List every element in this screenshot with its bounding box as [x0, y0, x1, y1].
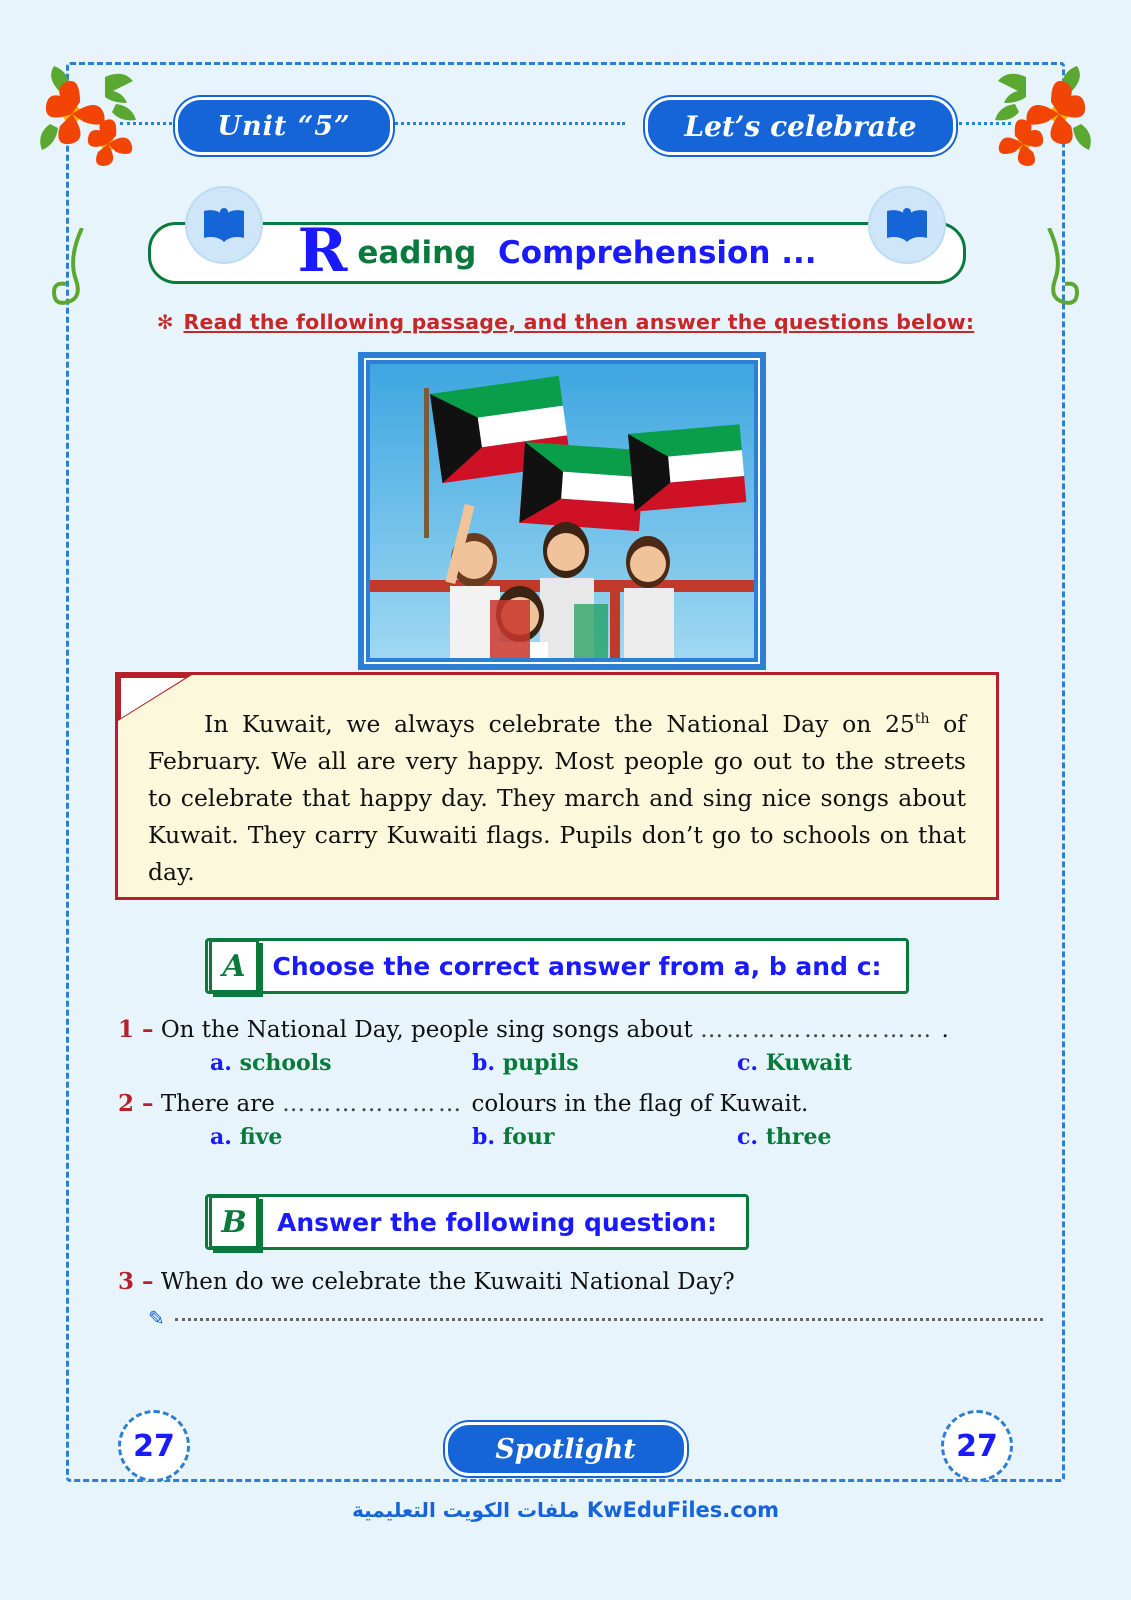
header-divider	[390, 122, 625, 127]
site-credit-name: KwEduFiles.com	[586, 1498, 780, 1522]
question-2-option-c[interactable]	[737, 1124, 831, 1150]
question-3-number: 3 –	[118, 1268, 154, 1295]
option-a-value: schools	[239, 1050, 332, 1076]
reading-book-icon	[185, 186, 263, 264]
page-number-right: 27	[941, 1410, 1013, 1482]
swirl-decoration-icon	[52, 228, 98, 318]
question-2-option-b[interactable]	[472, 1124, 737, 1150]
instruction-text: Read the following passage, and then answer the questions below:	[183, 310, 975, 334]
option-c-value: Kuwait	[765, 1050, 853, 1076]
reading-passage	[115, 672, 999, 900]
flower-decoration-icon	[30, 62, 140, 172]
exercise-a-banner	[205, 938, 909, 994]
question-2-options	[210, 1124, 1071, 1150]
option-b-label: b.	[472, 1124, 496, 1150]
reading-book-icon	[868, 186, 946, 264]
exercise-a-title: Choose the correct answer from a, b and c:	[272, 951, 882, 981]
option-a-label: a.	[210, 1050, 232, 1076]
section-word: eading	[357, 235, 477, 271]
instruction-line	[0, 310, 1131, 335]
unit-label: Unit “5”	[217, 110, 351, 142]
brand-badge	[445, 1422, 687, 1476]
site-credit	[0, 1498, 1131, 1522]
question-1-option-a[interactable]	[210, 1050, 472, 1076]
question-1-option-b[interactable]	[472, 1050, 737, 1076]
answer-blank[interactable]	[175, 1317, 1043, 1321]
option-b-value: pupils	[502, 1050, 579, 1076]
option-c-label: c.	[737, 1050, 759, 1076]
question-1-option-c[interactable]	[737, 1050, 852, 1076]
page-corner-decoration	[118, 675, 192, 721]
question-2	[118, 1090, 1071, 1117]
question-1-blank[interactable]: ………………………	[700, 1017, 935, 1043]
option-c-value: three	[765, 1124, 832, 1150]
swirl-decoration-icon	[1033, 228, 1079, 318]
header-divider	[120, 122, 172, 127]
exercise-b-letter: B	[209, 1195, 259, 1249]
question-1	[118, 1016, 1071, 1043]
section-initial-letter: R	[297, 216, 348, 286]
exercise-a-letter: A	[209, 939, 259, 993]
passage-photo	[358, 352, 766, 670]
question-3	[118, 1268, 1071, 1295]
page-number-left: 27	[118, 1410, 190, 1482]
passage-superscript: th	[914, 711, 930, 727]
option-b-value: four	[502, 1124, 555, 1150]
flower-decoration-icon	[991, 62, 1101, 172]
lesson-title-badge	[645, 97, 956, 155]
exercise-b-letter-badge	[206, 1192, 262, 1252]
passage-text-2: of February. We all are very happy. Most people go out to the streets to celebrate that happy day. They march and sing nice songs about Kuwait. They carry Kuwaiti flags. Pupils don’t go to schools on that day.	[148, 709, 966, 886]
brand-label: Spotlight	[495, 1433, 636, 1465]
question-2-blank[interactable]: …………………	[282, 1091, 465, 1117]
question-1-text: On the National Day, people sing songs about	[160, 1017, 693, 1043]
section-banner	[148, 216, 966, 286]
option-a-label: a.	[210, 1124, 232, 1150]
exercise-b-banner	[205, 1194, 749, 1250]
site-credit-arabic: ملفات الكويت التعليمية	[351, 1498, 580, 1522]
option-c-label: c.	[737, 1124, 759, 1150]
question-1-number: 1 –	[118, 1016, 154, 1043]
question-3-text: When do we celebrate the Kuwaiti National Day?	[160, 1269, 735, 1295]
pen-icon: ✎	[148, 1308, 165, 1330]
question-2-option-a[interactable]	[210, 1124, 472, 1150]
header-divider	[959, 122, 1011, 127]
exercise-b-title: Answer the following question:	[277, 1207, 717, 1237]
section-rest: Comprehension ...	[497, 235, 817, 271]
option-a-value: five	[239, 1124, 283, 1150]
lesson-title: Let’s celebrate	[684, 109, 917, 143]
question-2-tail: colours in the flag of Kuwait.	[471, 1091, 809, 1117]
passage-text-1: In Kuwait, we always celebrate the National Day on 25	[204, 709, 915, 738]
question-1-tail: .	[941, 1017, 949, 1043]
exercise-a-letter-badge	[206, 936, 262, 996]
unit-badge	[175, 97, 393, 155]
question-2-text: There are	[160, 1091, 275, 1117]
question-1-options	[210, 1050, 1071, 1076]
question-2-number: 2 –	[118, 1090, 154, 1117]
bullet-icon: ✻	[156, 312, 174, 334]
option-b-label: b.	[472, 1050, 496, 1076]
question-3-answer-line[interactable]	[148, 1306, 1043, 1331]
